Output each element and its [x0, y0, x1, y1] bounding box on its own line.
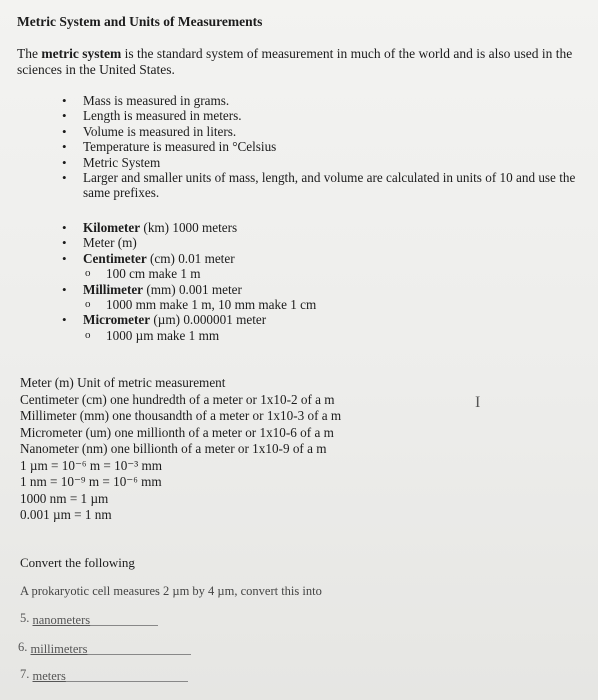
list-item [62, 93, 582, 108]
question-number: 5. [20, 611, 30, 625]
circle-bullet-icon: o [85, 267, 91, 280]
page-title: Metric System and Units of Measurements [17, 14, 263, 29]
list-item-text: Metric System [83, 154, 161, 170]
text-cursor-icon: I [475, 394, 481, 411]
question-6[interactable] [18, 640, 191, 655]
definition-line: Meter (m) Unit of metric measurement [20, 375, 226, 390]
bullet-icon: • [62, 93, 67, 108]
list-item [62, 108, 582, 123]
definition-line: Nanometer (nm) one billionth of a meter or 1x10-9 of a m [20, 441, 327, 456]
definition-line: Millimeter (mm) one thousandth of a meter or 1x10-3 of a m [20, 408, 342, 423]
answer-blank[interactable] [33, 669, 188, 682]
question-7[interactable] [20, 667, 188, 682]
question-number: 7. [20, 667, 30, 681]
definition-line: 1 µm = 10⁻⁶ m = 10⁻³ mm [20, 457, 163, 473]
list-item-text: 100 cm make 1 m [106, 266, 201, 282]
intro-paragraph [17, 46, 587, 78]
question-number: 6. [18, 640, 28, 654]
list-item-text: Volume is measured in liters. [83, 123, 237, 139]
list-item [62, 312, 562, 327]
circle-bullet-icon: o [85, 298, 91, 311]
list-item [62, 170, 582, 201]
list-item-text: Length is measured in meters. [83, 108, 242, 124]
bullet-icon: • [62, 108, 67, 124]
list-item-text: (mm) 0.001 meter [143, 281, 242, 297]
facts-list [62, 93, 582, 201]
list-item [62, 220, 562, 235]
intro-rest: is the standard system of measurement in much of the world and is also used in the sciences in the United States. [17, 46, 573, 77]
question-5[interactable] [20, 611, 158, 626]
unit-name: Micrometer [83, 312, 151, 328]
list-item-text: Meter (m) [83, 235, 137, 251]
unit-name: Kilometer [83, 220, 141, 235]
definition-line: 1000 nm = 1 µm [20, 490, 109, 506]
units-list [62, 220, 562, 343]
sub-list-item [62, 266, 562, 281]
bullet-icon: • [62, 220, 67, 235]
answer-blank[interactable] [33, 613, 158, 626]
bullet-icon: • [62, 250, 67, 266]
question-label: nanometers [32, 613, 91, 627]
bullet-icon: • [62, 123, 67, 139]
bullet-icon: • [62, 235, 67, 251]
convert-heading: Convert the following [20, 555, 135, 570]
list-item-text: 1000 µm make 1 mm [106, 327, 220, 343]
list-item [62, 282, 562, 297]
list-item [62, 251, 562, 266]
question-label: millimeters [30, 642, 88, 656]
bullet-icon: • [62, 170, 67, 186]
list-item-text: Mass is measured in grams. [83, 93, 230, 108]
definition-line: 0.001 µm = 1 nm [20, 507, 112, 522]
bullet-icon: • [62, 154, 67, 170]
definitions-block [20, 375, 341, 524]
list-item [62, 139, 582, 154]
bullet-icon: • [62, 281, 67, 297]
circle-bullet-icon: o [85, 328, 91, 341]
problem-statement: A prokaryotic cell measures 2 µm by 4 µm, convert this into [20, 584, 322, 598]
question-label: meters [32, 669, 66, 683]
list-item [62, 124, 582, 139]
bullet-icon: • [62, 312, 67, 328]
intro-bold-term: metric system [41, 46, 122, 61]
list-item-text: Temperature is measured in °Celsius [83, 139, 277, 155]
definition-line: Micrometer (um) one millionth of a meter or 1x10-6 of a m [20, 424, 334, 440]
list-item-text: (cm) 0.01 meter [146, 250, 235, 266]
bullet-icon: • [62, 139, 67, 155]
list-item [62, 155, 582, 170]
list-item-text: (km) 1000 meters [140, 220, 238, 235]
sub-list-item [62, 297, 562, 312]
definition-line: Centimeter (cm) one hundredth of a meter or 1x10-2 of a m [20, 391, 335, 407]
unit-name: Millimeter [83, 281, 144, 297]
unit-name: Centimeter [83, 250, 147, 266]
sub-list-item [62, 328, 562, 343]
answer-blank[interactable] [31, 642, 191, 655]
list-item-text: 1000 mm make 1 m, 10 mm make 1 cm [106, 297, 317, 313]
list-item-text: Larger and smaller units of mass, length, and volume are calculated in units of 10 and use the same prefixes. [83, 170, 576, 201]
list-item-text: (µm) 0.000001 meter [150, 312, 267, 328]
intro-prefix: The [17, 46, 42, 61]
definition-line: 1 nm = 10⁻⁹ m = 10⁻⁶ mm [20, 474, 162, 489]
list-item [62, 235, 562, 250]
